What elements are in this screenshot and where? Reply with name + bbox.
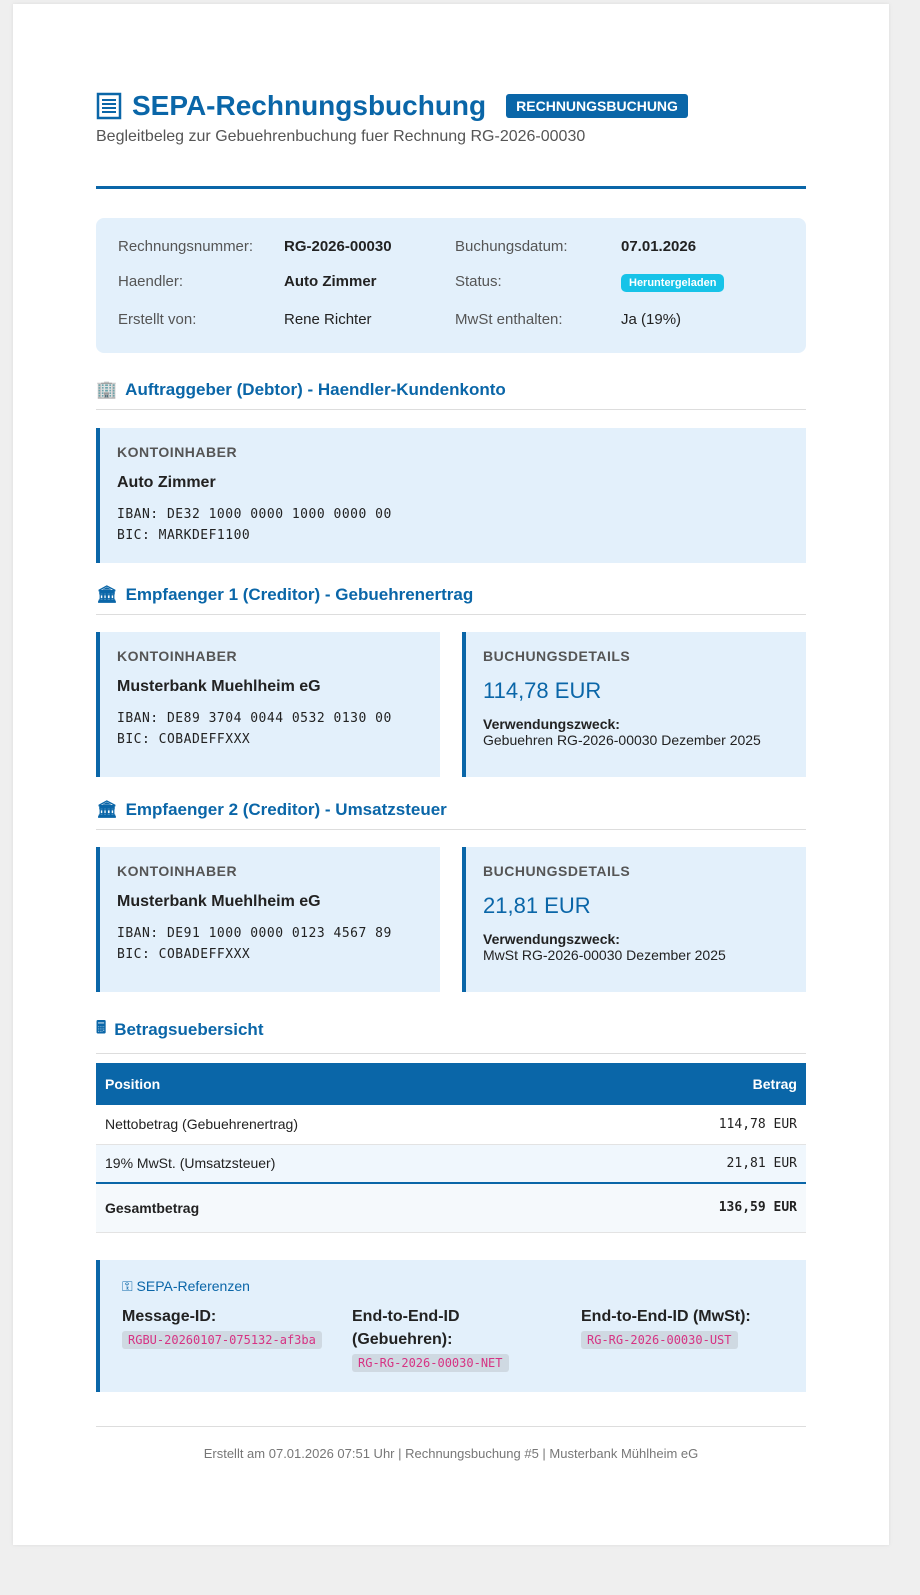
- column-header: Betrag: [584, 1063, 806, 1105]
- refs-heading: ⚿ SEPA-Referenzen: [122, 1278, 250, 1294]
- header: [96, 90, 806, 146]
- created-by: Rene Richter: [284, 310, 372, 328]
- bic: BIC: COBADEFFXXX: [117, 947, 251, 962]
- creditor-2-row: [96, 847, 806, 992]
- merchant: Auto Zimmer: [284, 273, 377, 291]
- position: 19% MwSt. (Umsatzsteuer): [96, 1144, 584, 1183]
- account-holder: Auto Zimmer: [117, 474, 216, 491]
- footer: Erstellt am 07.01.2026 07:51 Uhr | Rechnungsbuchung #5 | Musterbank Mühlheim eG: [96, 1426, 806, 1461]
- subtitle: Begleitbeleg zur Gebuehrenbuchung fuer Rechnung RG-2026-00030: [96, 128, 586, 145]
- table-row: [96, 1105, 806, 1144]
- label: Message-ID:: [122, 1308, 217, 1325]
- section-heading-creditor-2: 🏛 Empfaenger 2 (Creditor) - Umsatzsteuer: [96, 800, 806, 830]
- table-row: [96, 1144, 806, 1183]
- amount: 114,78 EUR: [483, 678, 602, 703]
- bic: BIC: COBADEFFXXX: [117, 732, 251, 747]
- account-holder: Musterbank Muehlheim eG: [117, 678, 321, 695]
- section-heading-debtor: 🏢 Auftraggeber (Debtor) - Haendler-Kundenkonto: [96, 380, 806, 410]
- label: Erstellt von:: [118, 310, 197, 328]
- booking-details-box: [462, 847, 806, 992]
- label: Haendler:: [118, 273, 184, 291]
- booking-date: 07.01.2026: [621, 238, 697, 255]
- end-to-end-id-vat: RG-RG-2026-00030-UST: [581, 1331, 738, 1349]
- purpose: MwSt RG-2026-00030 Dezember 2025: [483, 947, 726, 963]
- vat-included: Ja (19%): [621, 310, 682, 328]
- account-holder: Musterbank Muehlheim eG: [117, 893, 321, 910]
- iban: IBAN: DE89 3704 0044 0532 0130 00: [117, 711, 392, 726]
- label: End-to-End-ID (Gebuehren):: [352, 1308, 460, 1348]
- purpose: Gebuehren RG-2026-00030 Dezember 2025: [483, 732, 761, 748]
- label: BUCHUNGSDETAILS: [483, 648, 631, 664]
- amount: 21,81 EUR: [584, 1144, 806, 1183]
- label: Status:: [455, 273, 502, 291]
- type-badge: RECHNUNGSBUCHUNG: [506, 94, 688, 118]
- calculator-icon: 🖩: [96, 1018, 107, 1037]
- label: KONTOINHABER: [117, 444, 238, 460]
- label: MwSt enthalten:: [455, 310, 563, 328]
- column-header: Position: [96, 1063, 584, 1105]
- section-heading-summary: 🖩 Betragsuebersicht: [96, 1015, 806, 1054]
- iban: IBAN: DE32 1000 0000 1000 0000 00: [117, 507, 392, 522]
- label: KONTOINHABER: [117, 648, 238, 664]
- iban: IBAN: DE91 1000 0000 0123 4567 89: [117, 926, 392, 941]
- amount-summary-table: [96, 1063, 806, 1233]
- receipt-icon: [96, 92, 122, 120]
- label: Verwendungszweck:: [483, 931, 620, 947]
- message-id: RGBU-20260107-075132-af3ba: [122, 1331, 322, 1349]
- label: KONTOINHABER: [117, 863, 238, 879]
- bank-icon: 🏛: [96, 800, 118, 819]
- total-label: Gesamtbetrag: [96, 1183, 584, 1232]
- label: Buchungsdatum:: [455, 238, 568, 255]
- sepa-references-box: [96, 1260, 806, 1392]
- amount: 114,78 EUR: [584, 1105, 806, 1144]
- creditor-account-box: [96, 847, 440, 992]
- total-amount: 136,59 EUR: [584, 1183, 806, 1232]
- end-to-end-id: RG-RG-2026-00030-NET: [352, 1354, 509, 1372]
- building-icon: 🏢: [96, 380, 118, 399]
- label: Rechnungsnummer:: [118, 238, 254, 255]
- bic: BIC: MARKDEF1100: [117, 528, 251, 543]
- position: Nettobetrag (Gebuehrenertrag): [96, 1105, 584, 1144]
- key-icon: ⚿: [122, 1278, 133, 1294]
- bank-icon: 🏛: [96, 585, 118, 604]
- label: BUCHUNGSDETAILS: [483, 863, 631, 879]
- invoice-info-panel: [96, 218, 806, 353]
- total-row: [96, 1183, 806, 1232]
- label: End-to-End-ID (MwSt):: [581, 1308, 751, 1325]
- amount: 21,81 EUR: [483, 893, 591, 918]
- document-page: [13, 4, 889, 1545]
- invoice-number: RG-2026-00030: [284, 238, 392, 255]
- header-divider: [96, 186, 806, 189]
- section-heading-creditor-1: 🏛 Empfaenger 1 (Creditor) - Gebuehrenertrag: [96, 585, 806, 615]
- creditor-account-box: [96, 632, 440, 777]
- label: Verwendungszweck:: [483, 716, 620, 732]
- status-badge: Heruntergeladen: [621, 274, 724, 292]
- debtor-account-box: [96, 428, 806, 563]
- page-title: SEPA-Rechnungsbuchung RECHNUNGSBUCHUNG: [96, 90, 806, 122]
- booking-details-box: [462, 632, 806, 777]
- creditor-1-row: [96, 632, 806, 777]
